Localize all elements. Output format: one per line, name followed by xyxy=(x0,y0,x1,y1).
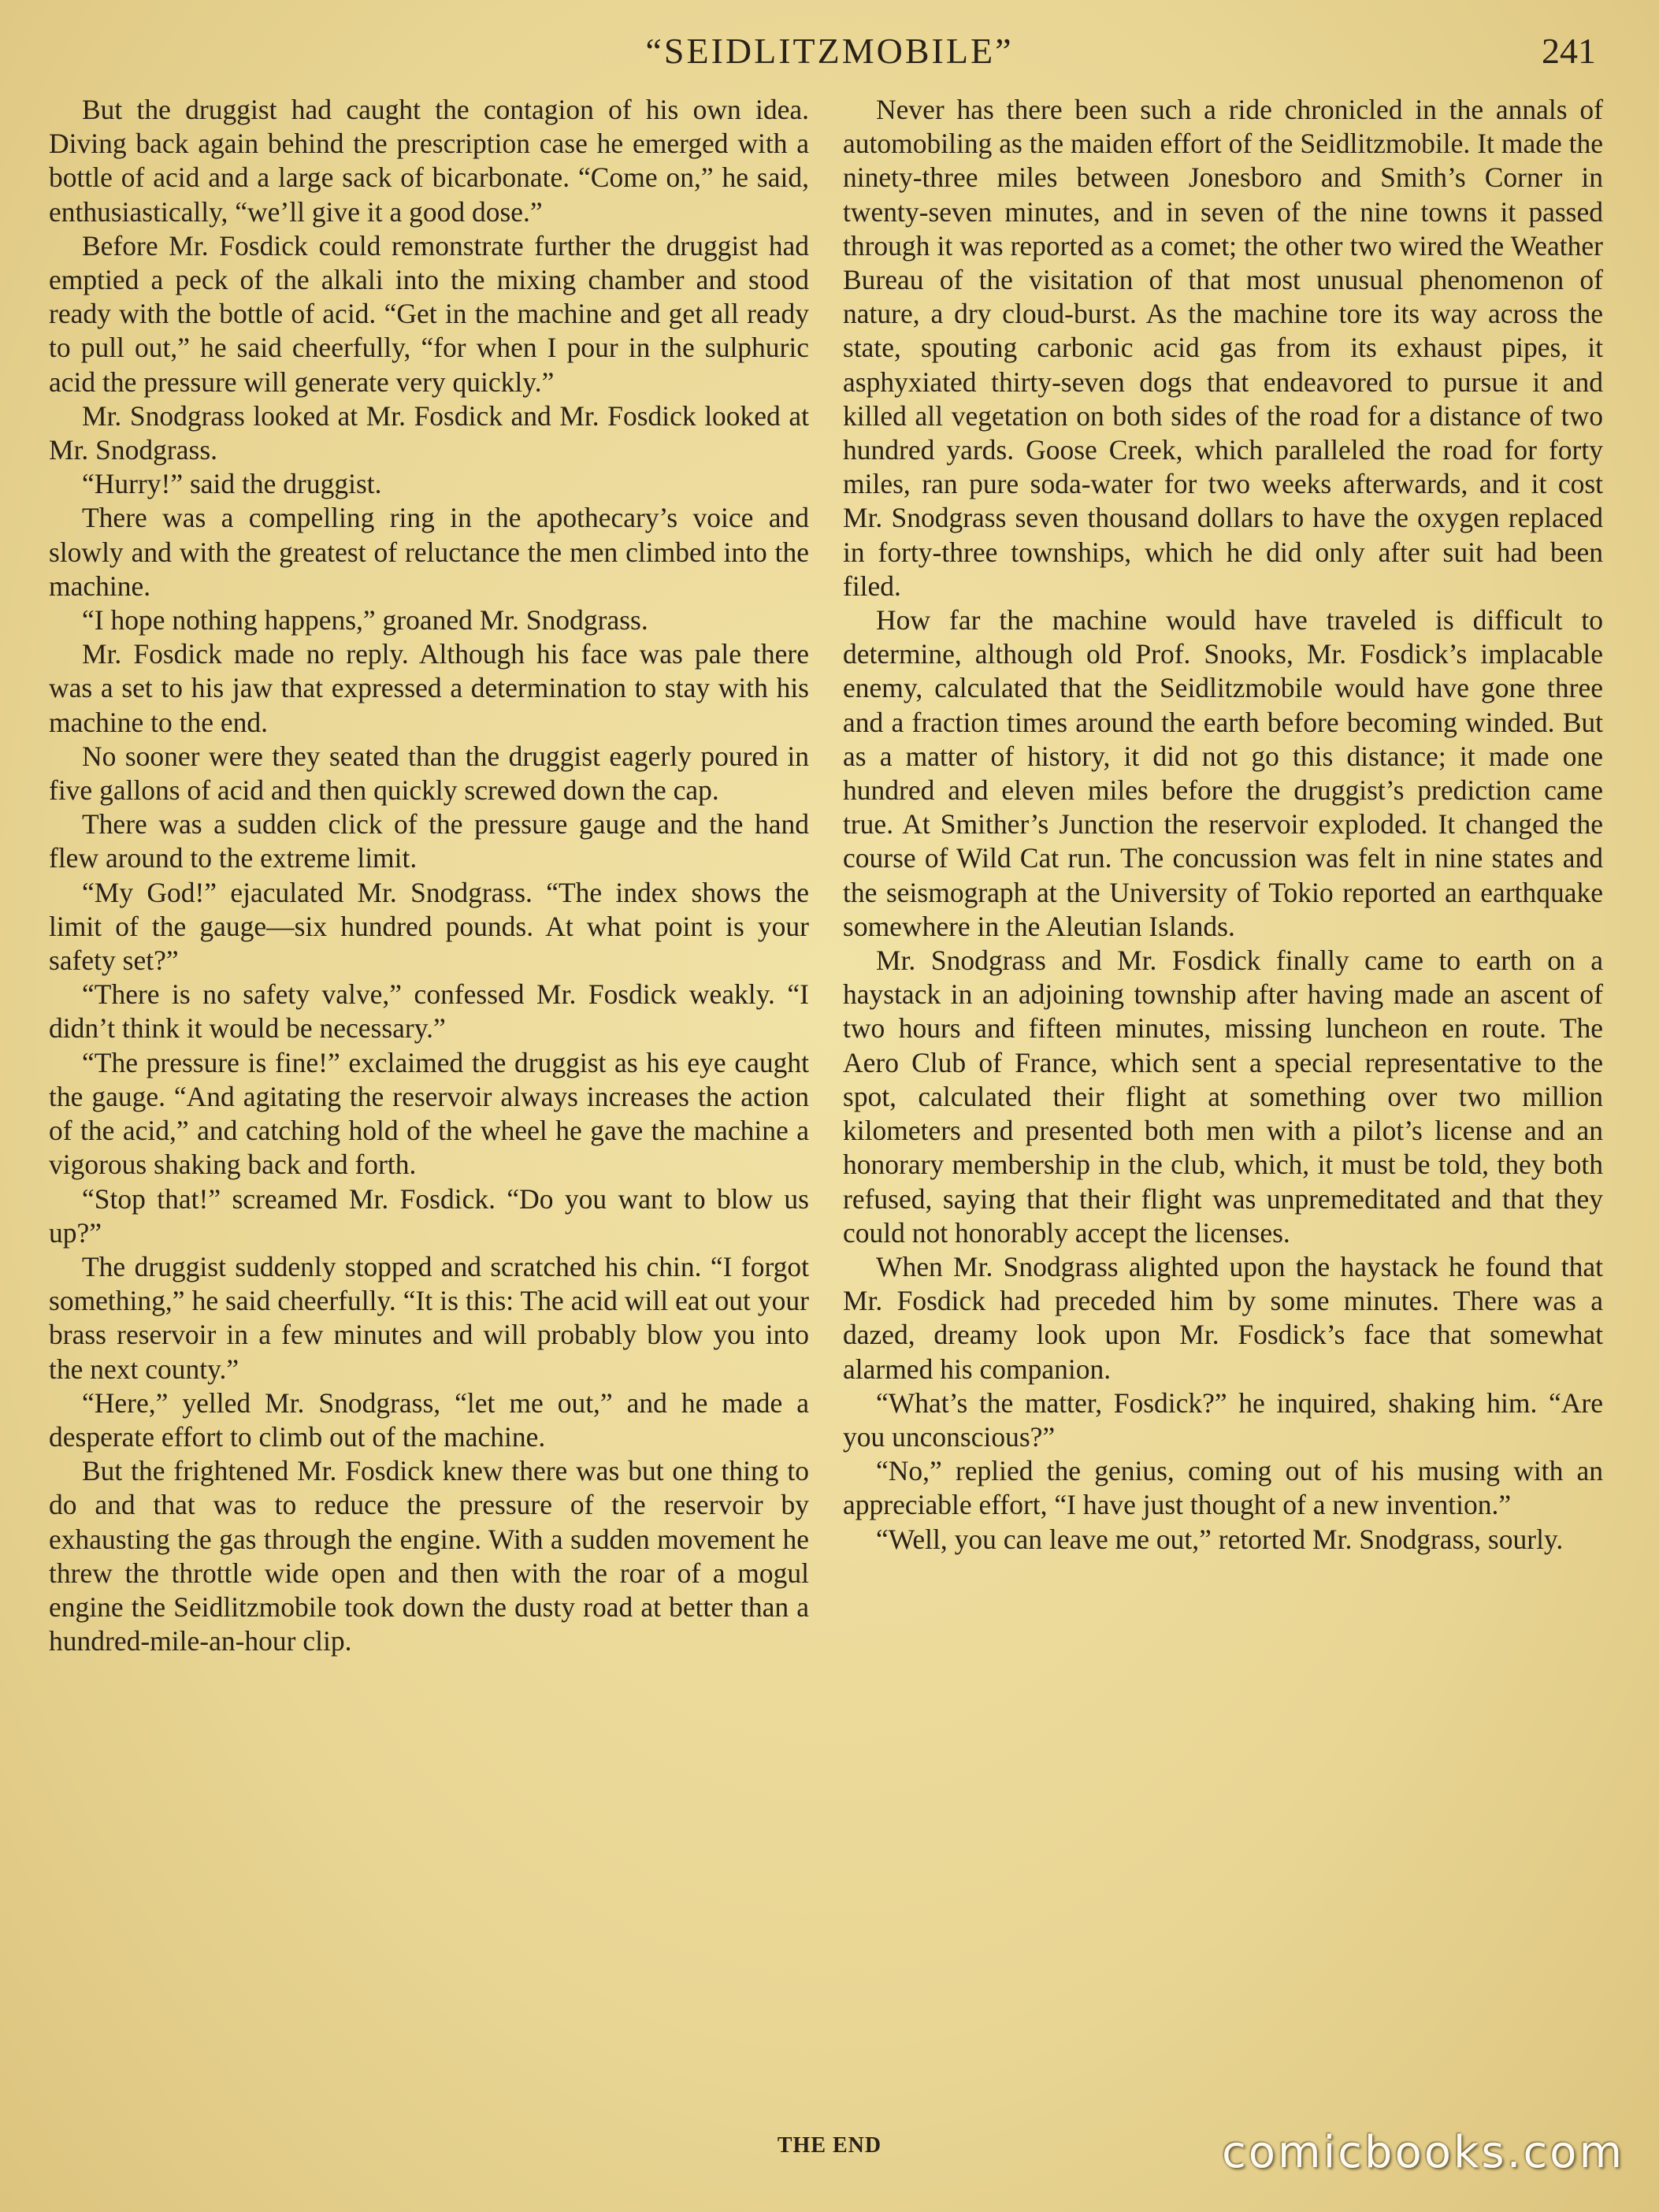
paragraph: How far the machine would have traveled is difficult to determine, although old Prof. Snooks, Mr. Fosdick’s implacable enemy, calculated that the Seidlitzmobile would have gone three and a fraction times around the earth before becoming winded. But as a matter of history, it did not go this distance; it made one hundred and eleven miles before the druggist’s prediction came true. At Smither’s Junction the reservoir exploded. It changed the course of Wild Cat run. The concussion was felt in nine states and the seismograph at the University of Tokio reported an earthquake somewhere in the Aleutian Islands. xyxy=(843,604,1603,942)
paragraph: When Mr. Snodgrass alighted upon the haystack he found that Mr. Fosdick had preceded him by some minutes. There was a dazed, dreamy look upon Mr. Fosdick’s face that somewhat alarmed his companion. xyxy=(843,1250,1603,1385)
left-column xyxy=(49,93,809,1658)
site-watermark: comicbooks.com xyxy=(1221,2127,1624,2178)
paragraph: Never has there been such a ride chronicled in the annals of automobiling as the maiden effort of the Seidlitzmobile. It made the ninety-three miles between Jonesboro and Smith’s Corner in twenty-seven minutes, and in seven of the nine towns it passed through it was reported as a comet; the other two wired the Weather Bureau of the visitation of that most unusual phenomenon of nature, a dry cloud-burst. As the machine tore its way across the state, spouting carbonic acid gas from its exhaust pipes, it asphyxiated thirty-seven dogs that endeavored to pursue it and killed all vegetation on both sides of the road for a distance of two hundred yards. Goose Creek, which paralleled the road for forty miles, ran pure soda-water for two weeks afterwards, and it cost Mr. Snodgrass seven thousand dollars to have the oxygen replaced in forty-three townships, which he did only after suit had been filed. xyxy=(843,94,1603,602)
paragraph: “I hope nothing happens,” groaned Mr. Snodgrass. xyxy=(82,604,648,637)
paragraph: “Well, you can leave me out,” retorted Mr. Snodgrass, sourly. xyxy=(876,1523,1564,1555)
paragraph: “Hurry!” said the druggist. xyxy=(82,468,382,500)
paragraph: Before Mr. Fosdick could remonstrate further the druggist had emptied a peck of the alkali into the mixing chamber and stood ready with the bottle of acid. “Get in the machine and get all ready to pull out,” he said cheerfully, “for when I pour in the sulphuric acid the pressure will generate very quickly.” xyxy=(49,229,809,398)
page-number: 241 xyxy=(1542,31,1596,71)
paragraph: The druggist suddenly stopped and scratched his chin. “I forgot something,” he said cheerfully. “It is this: The acid will eat out your brass reservoir in a few minutes and will probably blow you into the next county.” xyxy=(49,1250,809,1385)
running-head xyxy=(0,30,1659,77)
paragraph: Mr. Snodgrass looked at Mr. Fosdick and Mr. Fosdick looked at Mr. Snodgrass. xyxy=(49,399,809,466)
paragraph: But the druggist had caught the contagion of his own idea. Diving back again behind the prescription case he emerged with a bottle of acid and a large sack of bicarbonate. “Come on,” he said, enthusiastically, “we’ll give it a good dose.” xyxy=(49,94,809,228)
running-title: “SEIDLITZMOBILE” xyxy=(645,31,1014,71)
paragraph: There was a compelling ring in the apothecary’s voice and slowly and with the greatest of reluctance the men climbed into the machine. xyxy=(49,502,809,602)
paragraph: “No,” replied the genius, coming out of his musing with an appreciable effort, “I have just thought of a new invention.” xyxy=(843,1455,1603,1521)
paragraph: “What’s the matter, Fosdick?” he inquired, shaking him. “Are you unconscious?” xyxy=(843,1386,1603,1453)
paragraph: Mr. Fosdick made no reply. Although his face was pale there was a set to his jaw that expressed a determination to stay with his machine to the end. xyxy=(49,638,809,738)
right-column xyxy=(843,93,1603,1557)
paragraph: Mr. Snodgrass and Mr. Fosdick finally came to earth on a haystack in an adjoining township after having made an ascent of two hours and fifteen minutes, missing luncheon en route. The Aero Club of France, which sent a special representative to the spot, calculated their flight at something over two million kilometers and presented both men with a pilot’s license and an honorary membership in the club, which, it must be told, they both refused, saying that their flight was unpremeditated and that they could not honorably accept the licenses. xyxy=(843,945,1603,1249)
paragraph: No sooner were they seated than the druggist eagerly poured in five gallons of acid and then quickly screwed down the cap. xyxy=(49,740,809,807)
paragraph: “Here,” yelled Mr. Snodgrass, “let me out,” and he made a desperate effort to climb out of the machine. xyxy=(49,1386,809,1453)
paragraph: “The pressure is fine!” exclaimed the druggist as his eye caught the gauge. “And agitating the reservoir always increases the action of the acid,” and catching hold of the wheel he gave the machine a vigorous shaking back and forth. xyxy=(49,1046,809,1181)
paragraph: But the frightened Mr. Fosdick knew there was but one thing to do and that was to reduce the pressure of the reservoir by exhausting the gas through the engine. With a sudden movement he threw the throttle wide open and then with the roar of a mogul engine the Seidlitzmobile took down the dusty road at better than a hundred-mile-an-hour clip. xyxy=(49,1455,809,1657)
the-end-label: THE END xyxy=(777,2133,882,2158)
paragraph: “My God!” ejaculated Mr. Snodgrass. “The index shows the limit of the gauge—six hundred pounds. At what point is your safety set?” xyxy=(49,876,809,977)
paragraph: There was a sudden click of the pressure gauge and the hand flew around to the extreme limit. xyxy=(49,808,809,874)
paragraph: “Stop that!” screamed Mr. Fosdick. “Do you want to blow us up?” xyxy=(49,1182,809,1249)
paragraph: “There is no safety valve,” confessed Mr. Fosdick weakly. “I didn’t think it would be necessary.” xyxy=(49,978,809,1045)
